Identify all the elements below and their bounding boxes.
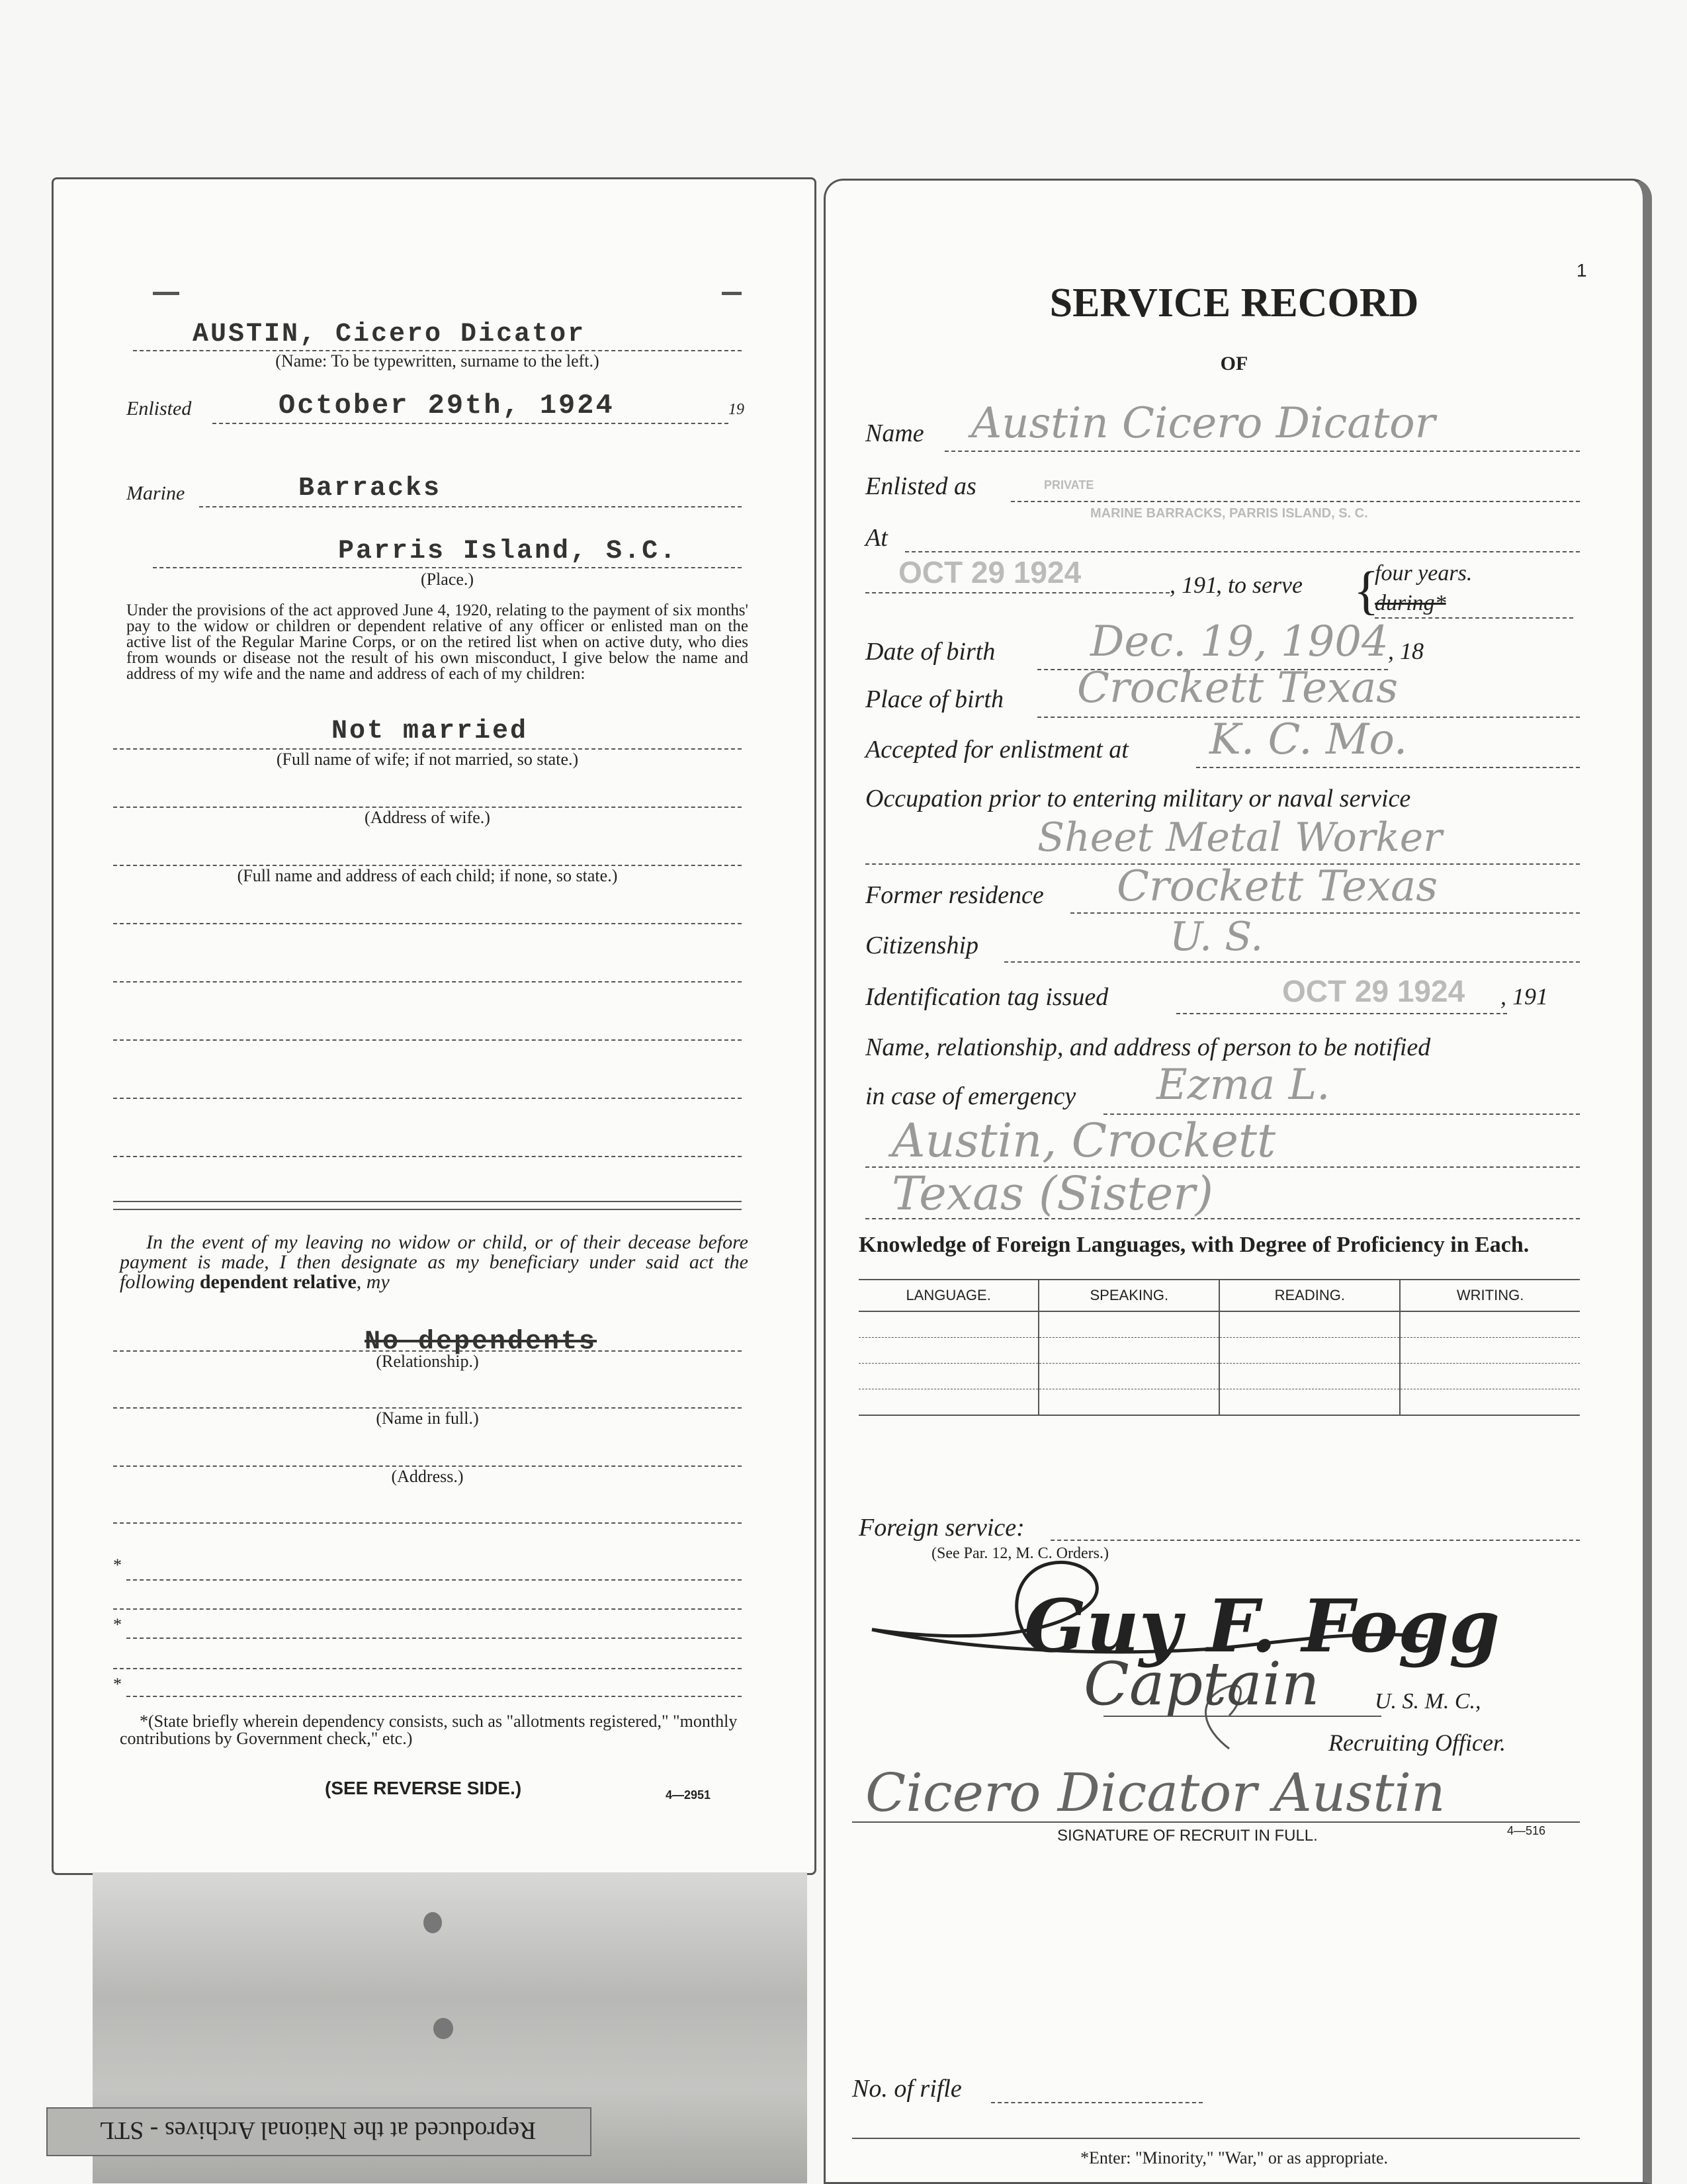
provisions-paragraph: Under the provisions of the act approved June 4, 1920, relating to the payment of six months' pay to the widow or children or dependent relative of any officer or enlisted man on the active list of the Regular Marine Corps, or on the retired list when on active duty, who dies from wounds or disease not the result of his own misconduct, I give below the name and address of my wife and the name and address of each of my children: [126,601,748,683]
usmc-label: U. S. M. C., [1375,1689,1481,1714]
foreign-service-label: Foreign service: [859,1514,1025,1542]
officer-rank: Captain [1084,1649,1320,1719]
dob-value: Dec. 19, 1904 [1090,617,1389,666]
table-row [859,1364,1580,1389]
table-header: LANGUAGE. [859,1280,1039,1311]
recruit-signature: Cicero Dicator Austin [865,1762,1446,1823]
wife-value: Not married [331,717,529,746]
notify-label-2: in case of emergency [865,1082,1076,1110]
tag-label: Identification tag issued [865,983,1109,1011]
wife-address-caption: (Address of wife.) [365,808,490,827]
right-card [824,179,1652,2184]
year-prefix: , 191 [1170,572,1217,598]
place-caption: (Place.) [420,570,474,589]
accepted-label: Accepted for enlistment at [865,736,1129,764]
archives-label: Reproduced at the National Archives - STL [99,2117,537,2144]
serve-brace: { [1354,562,1379,620]
wife-caption: (Full name of wife; if not married, so state.) [276,750,579,769]
page-number: 1 [1577,260,1587,281]
record-title: SERVICE RECORD [1049,281,1419,326]
residence-value: Crockett Texas [1117,862,1438,911]
at-label: At [865,524,888,552]
pob-label: Place of birth [865,685,1004,713]
notify-label-1: Name, relationship, and address of person to be notified [865,1033,1431,1061]
tag-suffix: , 191 [1500,983,1548,1010]
languages-table [859,1279,1580,1416]
name-typed: AUSTIN, Cicero Dicator [193,320,586,349]
name-caption: (Name: To be typewritten, surname to the left.) [275,351,599,371]
record-of: OF [1220,353,1248,374]
tag-stamp: OCT 29 1924 [1282,974,1465,1008]
citizenship-label: Citizenship [865,932,979,959]
children-caption: (Full name and address of each child; if none, so state.) [237,866,618,885]
photo-button [433,2018,453,2039]
form-number-right: 4—516 [1507,1824,1546,1837]
to-serve: , to serve [1216,572,1303,598]
foreign-service-caption: (See Par. 12, M. C. Orders.) [931,1545,1109,1562]
recruiting-officer: Recruiting Officer. [1328,1729,1506,1756]
place-value: Parris Island, S.C. [338,537,678,566]
enlist-date-stamp: OCT 29 1924 [898,555,1082,590]
officer-signature: Guy F. Fogg [1024,1583,1500,1669]
accepted-value: K. C. Mo. [1209,715,1408,764]
table-row [859,1389,1580,1416]
name-full-caption: (Name in full.) [376,1409,479,1428]
beneficiary-paragraph: In the event of my leaving no widow or child, or of their decease before payment is made, I then designate as my beneficiary under said act the following dependent relative, my [120,1231,748,1293]
enlisted-suffix: 19 [728,401,744,418]
table-header: SPEAKING. [1039,1280,1219,1311]
marine-label: Marine [126,482,185,504]
photo-button [423,1912,442,1933]
four-years: four years. [1375,561,1473,586]
citizenship-value: U. S. [1170,914,1264,960]
pob-value: Crockett Texas [1077,664,1399,713]
star-marker: * [113,1615,122,1634]
enlisted-label: Enlisted [126,398,192,419]
star-marker: * [113,1555,122,1575]
languages-heading: Knowledge of Foreign Languages, with Degree of Proficiency in Each. [859,1233,1530,1257]
occupation-value: Sheet Metal Worker [1037,814,1442,861]
enlisted-as-label: Enlisted as [865,472,976,500]
enlisted-as-stamp: PRIVATE [1044,478,1094,492]
dob-suffix: , 18 [1388,638,1424,664]
table-row [859,1338,1580,1364]
residence-label: Former residence [865,881,1044,909]
recruit-caption: SIGNATURE OF RECRUIT IN FULL. [1057,1827,1318,1845]
occupation-label: Occupation prior to entering military or naval service [865,785,1411,812]
table-row [859,1311,1580,1338]
dob-label: Date of birth [865,638,996,666]
marine-value: Barracks [298,474,442,503]
relationship-caption: (Relationship.) [376,1352,479,1371]
star-marker: * [113,1675,122,1694]
enlisted-value: October 29th, 1924 [279,390,615,421]
table-header: READING. [1219,1280,1400,1311]
relationship-value: No dependents [365,1327,597,1357]
notify-value-3: Texas (Sister) [892,1166,1213,1221]
during: during* [1375,591,1446,615]
address-caption: (Address.) [391,1467,464,1486]
form-number-left: 4—2951 [666,1788,711,1802]
at-stamp: MARINE BARRACKS, PARRIS ISLAND, S. C. [1090,506,1368,521]
see-reverse: (SEE REVERSE SIDE.) [325,1778,522,1798]
notify-value-2: Austin, Crockett [892,1114,1276,1168]
table-header: WRITING. [1400,1280,1580,1311]
notify-value-1: Ezma L. [1156,1061,1330,1110]
left-card [52,177,816,1875]
enter-note: *Enter: "Minority," "War," or as appropriate. [1080,2148,1389,2167]
name-label: Name [865,419,924,447]
rifle-label: No. of rifle [852,2075,962,2103]
footnote: *(State briefly wherein dependency consists, such as "allotments registered," "monthly contributions by Government check," etc.) [120,1712,738,1748]
name-value: Austin Cicero Dicator [971,399,1436,448]
